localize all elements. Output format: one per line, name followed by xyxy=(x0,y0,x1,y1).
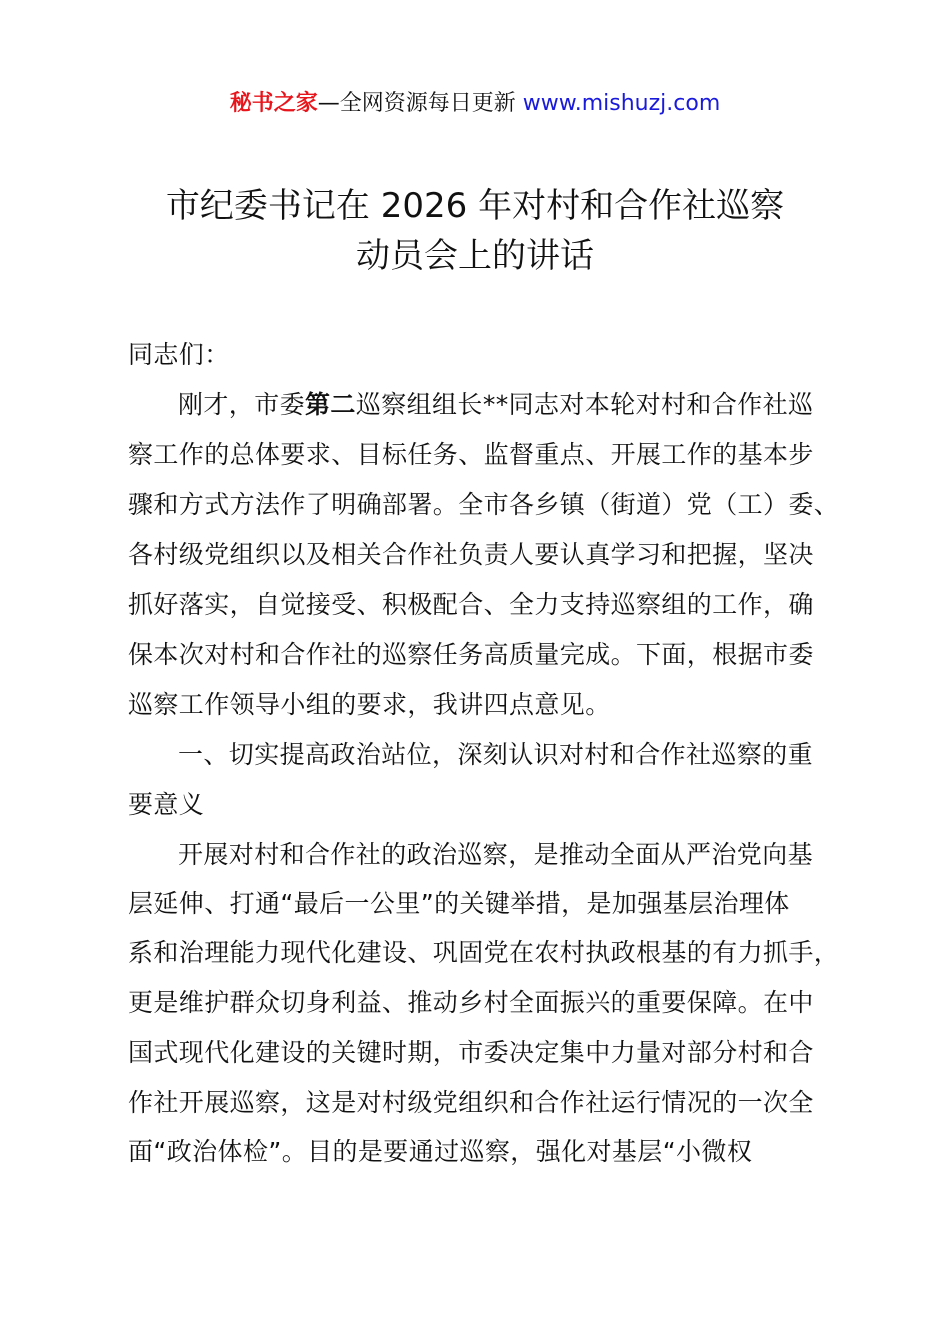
paragraph-1-line: 骤和方式方法作了明确部署。全市各乡镇（街道）党（工）委、 xyxy=(128,490,840,519)
site-url-link[interactable]: www.mishuzj.com xyxy=(522,91,721,116)
paragraph-1-line: 保本次对村和合作社的巡察任务高质量完成。下面，根据市委 xyxy=(128,640,814,669)
banner-tagline: —全网资源每日更新 xyxy=(317,91,523,116)
paragraph-1-line: 各村级党组织以及相关合作社负责人要认真学习和把握，坚决 xyxy=(128,540,814,569)
section-heading-1-cont: 要意义 xyxy=(128,790,205,819)
paragraph-2-line: 面“政治体检”。目的是要通过巡察，强化对基层“小微权 xyxy=(128,1137,753,1166)
document-title-line-2: 动员会上的讲话 xyxy=(356,236,594,276)
text: 刚才，市委 xyxy=(178,390,306,419)
section-heading-1: 一、切实提高政治站位，深刻认识对村和合作社巡察的重 xyxy=(178,740,814,769)
paragraph-1-line: 巡察工作领导小组的要求，我讲四点意见。 xyxy=(128,690,611,719)
bold-text: 第二 xyxy=(305,390,356,419)
paragraph-2-line: 开展对村和合作社的政治巡察，是推动全面从严治党向基 xyxy=(178,840,814,869)
paragraph-1-line: 察工作的总体要求、目标任务、监督重点、开展工作的基本步 xyxy=(128,440,814,469)
document-title-line-1: 市纪委书记在 2026 年对村和合作社巡察 xyxy=(165,186,785,226)
paragraph-2-line: 更是维护群众切身利益、推动乡村全面振兴的重要保障。在中 xyxy=(128,988,814,1017)
site-banner xyxy=(0,88,950,120)
salutation: 同志们： xyxy=(128,340,230,369)
paragraph-1-line xyxy=(178,388,813,422)
paragraph-2-line: 国式现代化建设的关键时期，市委决定集中力量对部分村和合 xyxy=(128,1038,814,1067)
brand-name: 秘书之家 xyxy=(229,91,318,116)
paragraph-2-line: 层延伸、打通“最后一公里”的关键举措，是加强基层治理体 xyxy=(128,889,790,918)
paragraph-2-line: 系和治理能力现代化建设、巩固党在农村执政根基的有力抓手， xyxy=(128,938,840,967)
paragraph-2-line: 作社开展巡察，这是对村级党组织和合作社运行情况的一次全 xyxy=(128,1088,814,1117)
text: 巡察组组长**同志对本轮对村和合作社巡 xyxy=(355,390,814,419)
paragraph-1-line: 抓好落实，自觉接受、积极配合、全力支持巡察组的工作，确 xyxy=(128,590,814,619)
